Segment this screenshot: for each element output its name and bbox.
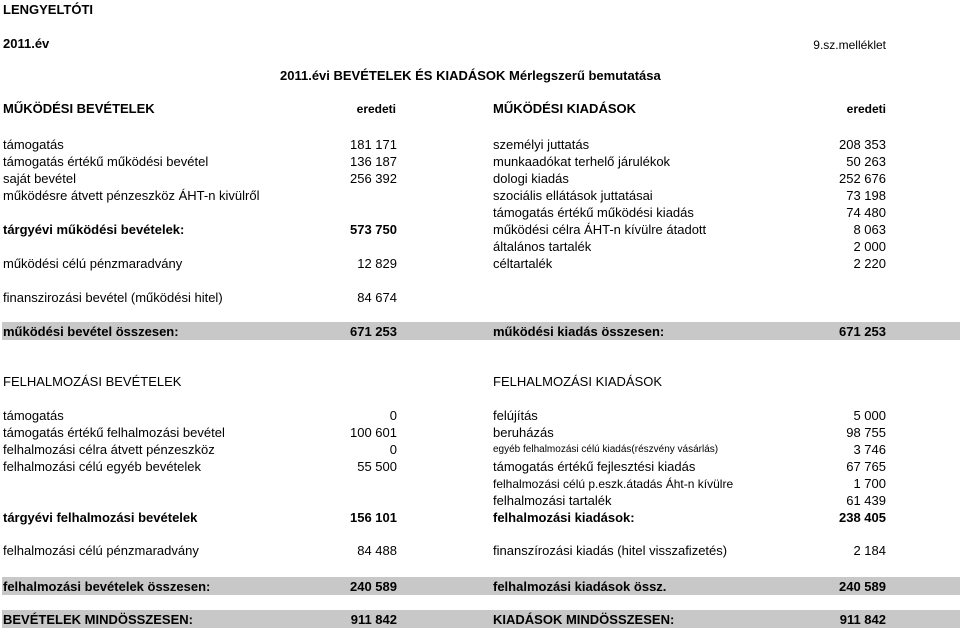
op-income-label: támogatás [3, 137, 64, 152]
op-income-subtotal-value: 573 750 [350, 222, 397, 237]
dev-expense-subtotal-value: 238 405 [839, 510, 886, 525]
dev-expense-label: egyéb felhalmozási célú kiadás(részvény vásárlás) [493, 444, 719, 455]
op-expense-value: 2 220 [853, 256, 886, 271]
dev-expense-subtotal-label: felhalmozási kiadások: [493, 510, 635, 525]
op-financing-value: 84 674 [357, 290, 397, 305]
dev-income-subtotal-value: 156 101 [350, 510, 397, 525]
op-income-col: eredeti [356, 102, 396, 116]
dev-expense-label: felújítás [493, 408, 538, 423]
op-income-total-label: működési bevétel összesen: [3, 324, 179, 339]
dev-income-label: támogatás [3, 408, 64, 423]
dev-expense-label: támogatás értékű fejlesztési kiadás [493, 459, 696, 474]
op-expense-label: dologi kiadás [493, 171, 569, 186]
op-expense-total-label: működési kiadás összesen: [493, 324, 665, 339]
dev-expense-value: 5 000 [853, 408, 886, 423]
org-name: LENGYELTÓTI [3, 2, 94, 17]
dev-income-value: 0 [389, 408, 397, 423]
op-expense-value: 73 198 [846, 188, 886, 203]
page-title: 2011.évi BEVÉTELEK ÉS KIADÁSOK Mérlegszerű bemutatása [280, 68, 661, 83]
dev-carryover-label: felhalmozási célú pénzmaradvány [3, 543, 199, 558]
op-income-heading: MŰKÖDÉSI BEVÉTELEK [3, 101, 155, 116]
op-carryover-label: működési célú pénzmaradvány [3, 256, 183, 271]
op-income-label: támogatás értékű működési bevétel [3, 154, 209, 169]
op-expense-total-value: 671 253 [839, 324, 886, 339]
op-expense-value: 74 480 [846, 205, 886, 220]
op-expense-value: 8 063 [853, 222, 886, 237]
dev-income-label: támogatás értékű felhalmozási bevétel [3, 425, 225, 440]
dev-expense-heading: FELHALMOZÁSI KIADÁSOK [493, 374, 663, 389]
op-expense-label: támogatás értékű működési kiadás [493, 205, 694, 220]
dev-income-value: 0 [389, 442, 397, 457]
dev-income-label: felhalmozási célú egyéb bevételek [3, 459, 202, 474]
op-income-value: 181 171 [350, 137, 397, 152]
op-income-label: saját bevétel [3, 171, 76, 186]
dev-financing-label: finanszírozási kiadás (hitel visszafizetés) [493, 543, 728, 558]
dev-expense-total-value: 240 589 [839, 579, 886, 594]
dev-income-value: 100 601 [350, 425, 397, 440]
grand-expense-label: KIADÁSOK MINDÖSSZESEN: [493, 612, 675, 627]
op-income-value: 136 187 [350, 154, 397, 169]
annex-label: 9.sz.melléklet [813, 38, 886, 52]
year-label: 2011.év [3, 36, 50, 51]
op-income-total-value: 671 253 [350, 324, 397, 339]
dev-expense-label: felhalmozási célú p.eszk.átadás Áht-n kívülre [493, 477, 734, 491]
dev-expense-total-label: felhalmozási kiadások össz. [493, 579, 667, 594]
grand-income-label: BEVÉTELEK MINDÖSSZESEN: [3, 612, 193, 627]
dev-expense-value: 3 746 [853, 442, 886, 457]
op-expense-value: 50 263 [846, 154, 886, 169]
op-expense-label: személyi juttatás [493, 137, 590, 152]
dev-expense-label: beruházás [493, 425, 554, 440]
dev-expense-value: 1 700 [853, 476, 886, 491]
dev-expense-value: 67 765 [846, 459, 886, 474]
op-expense-label: munkaadókat terhelő járulékok [493, 154, 671, 169]
op-expense-value: 208 353 [839, 137, 886, 152]
dev-income-subtotal-label: tárgyévi felhalmozási bevételek [3, 510, 198, 525]
dev-income-value: 55 500 [357, 459, 397, 474]
op-expense-value: 2 000 [853, 239, 886, 254]
op-income-subtotal-label: tárgyévi működési bevételek: [3, 222, 185, 237]
dev-income-heading: FELHALMOZÁSI BEVÉTELEK [3, 374, 182, 389]
op-expense-heading: MŰKÖDÉSI KIADÁSOK [493, 101, 637, 116]
dev-expense-value: 61 439 [846, 493, 886, 508]
op-financing-label: finanszirozási bevétel (működési hitel) [3, 290, 223, 305]
op-expense-label: általános tartalék [493, 239, 592, 254]
op-expense-label: működési célra ÁHT-n kívülre átadott [493, 222, 707, 237]
grand-expense-value: 911 842 [839, 612, 886, 627]
op-expense-label: szociális ellátások juttatásai [493, 188, 653, 203]
op-expense-value: 252 676 [839, 171, 886, 186]
dev-income-total-label: felhalmozási bevételek összesen: [3, 579, 211, 594]
dev-financing-value: 2 184 [853, 543, 886, 558]
op-income-label: működésre átvett pénzeszköz ÁHT-n kivülről [3, 188, 260, 203]
dev-carryover-value: 84 488 [357, 543, 397, 558]
dev-income-label: felhalmozási célra átvett pénzeszköz [3, 442, 215, 457]
op-expense-col: eredeti [846, 102, 886, 116]
op-income-value: 256 392 [350, 171, 397, 186]
op-carryover-value: 12 829 [357, 256, 397, 271]
op-expense-label: céltartalék [493, 256, 553, 271]
dev-expense-value: 98 755 [846, 425, 886, 440]
dev-income-total-value: 240 589 [350, 579, 397, 594]
dev-expense-label: felhalmozási tartalék [493, 493, 612, 508]
grand-income-value: 911 842 [350, 612, 397, 627]
